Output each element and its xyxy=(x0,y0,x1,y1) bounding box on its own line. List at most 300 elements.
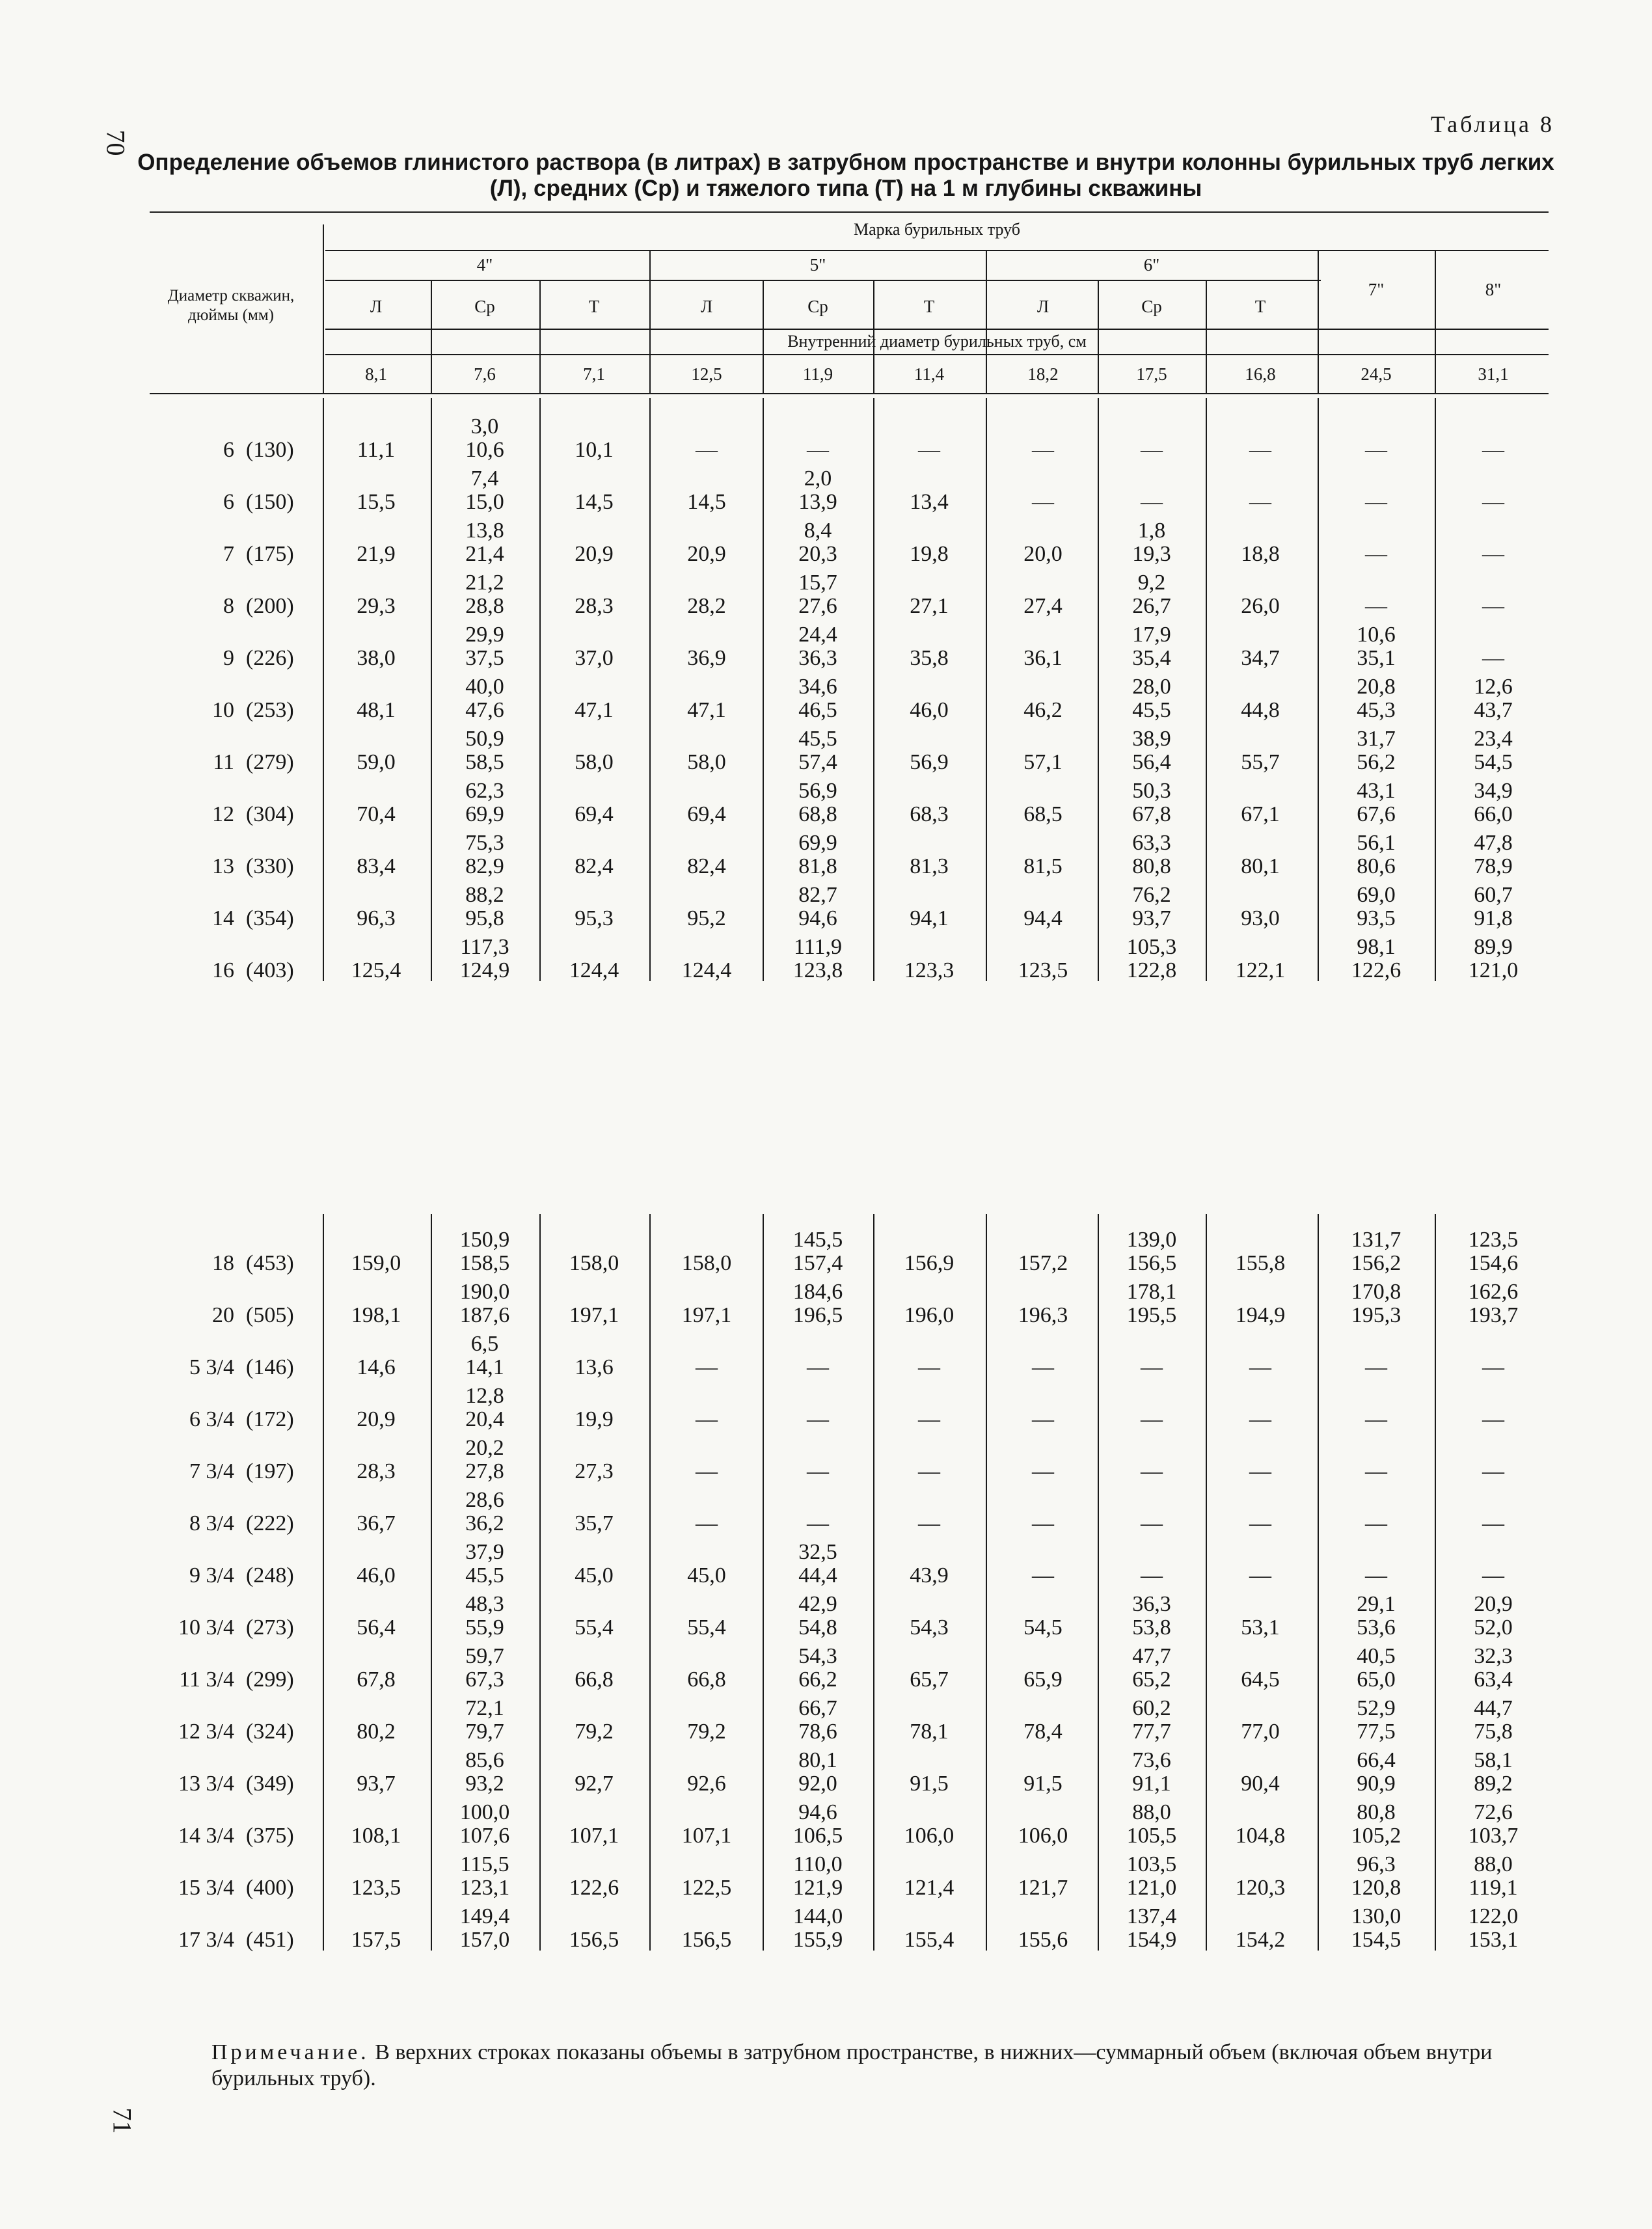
annulus-volume: 144,0 xyxy=(792,1904,843,1928)
table-cell xyxy=(327,491,425,514)
annulus-volume: 75,3 xyxy=(465,831,504,855)
table-cell xyxy=(436,936,534,982)
table-cell xyxy=(994,855,1092,878)
total-volume: 123,3 xyxy=(904,958,955,982)
table-cell xyxy=(1327,831,1425,878)
total-volume: 66,2 xyxy=(798,1668,837,1692)
table-cell xyxy=(1327,623,1425,670)
table-cell xyxy=(1327,1356,1425,1379)
table-cell xyxy=(327,699,425,722)
table-cell xyxy=(880,699,978,722)
row-label xyxy=(146,647,303,670)
row-label xyxy=(146,1252,303,1275)
total-volume: 80,2 xyxy=(357,1720,396,1744)
footnote-text: В верхних строках показаны объемы в затрубном пространстве, в нижних—суммарный объем (включая объем внутри бурильных труб). xyxy=(211,2040,1493,2090)
table-cell xyxy=(880,1616,978,1640)
annulus-volume: 56,9 xyxy=(798,779,837,803)
table-cell xyxy=(545,1564,643,1587)
total-volume: 93,5 xyxy=(1357,906,1396,930)
table-cell xyxy=(658,1356,755,1379)
table-cell xyxy=(436,1280,534,1327)
annulus-volume: 117,3 xyxy=(460,935,509,959)
total-volume: 27,1 xyxy=(910,594,949,618)
row-label xyxy=(146,1668,303,1692)
total-volume: — xyxy=(1482,1511,1504,1535)
total-volume: 193,7 xyxy=(1468,1303,1519,1327)
row-inch: 8 xyxy=(223,594,234,618)
total-volume: 19,3 xyxy=(1132,542,1171,566)
total-volume: 154,5 xyxy=(1351,1928,1401,1952)
total-volume: 81,5 xyxy=(1023,854,1063,878)
table-cell xyxy=(1327,1697,1425,1744)
total-volume: — xyxy=(1482,1459,1504,1483)
table-cell xyxy=(1327,1801,1425,1848)
table-cell xyxy=(1327,439,1425,462)
annulus-volume: 34,6 xyxy=(798,675,837,699)
total-volume: 20,9 xyxy=(687,542,726,566)
annulus-volume: 103,5 xyxy=(1126,1852,1177,1876)
row-label xyxy=(146,1876,303,1900)
table-cell xyxy=(658,543,755,566)
stub-separator xyxy=(323,224,324,394)
table-cell xyxy=(327,1720,425,1744)
total-volume: 11,1 xyxy=(357,438,396,462)
total-volume: 105,2 xyxy=(1351,1824,1401,1848)
table-cell xyxy=(436,1749,534,1796)
table-cell xyxy=(1327,1749,1425,1796)
total-volume: 92,0 xyxy=(798,1772,837,1796)
total-volume: 196,3 xyxy=(1018,1303,1068,1327)
table-cell xyxy=(327,1408,425,1431)
column-rule xyxy=(986,1214,987,1951)
table-cell xyxy=(880,647,978,670)
total-volume: 91,5 xyxy=(1023,1772,1063,1796)
total-volume: 123,5 xyxy=(1018,958,1068,982)
annulus-volume: 80,1 xyxy=(798,1748,837,1772)
total-volume: 67,1 xyxy=(1241,802,1280,826)
annulus-volume: 32,3 xyxy=(1474,1644,1513,1668)
row-inch: 15 3/4 xyxy=(178,1876,234,1900)
table-cell xyxy=(1212,959,1309,982)
row-label xyxy=(146,907,303,930)
annulus-volume: 162,6 xyxy=(1468,1280,1519,1304)
total-volume: 53,1 xyxy=(1241,1615,1280,1640)
total-volume: — xyxy=(1482,594,1504,618)
inner-diameter-5: 11,9 xyxy=(802,364,833,384)
table-cell xyxy=(1103,1228,1200,1275)
table-cell xyxy=(769,623,867,670)
column-rule xyxy=(649,250,651,393)
annulus-volume: 52,9 xyxy=(1357,1696,1396,1720)
annulus-volume: 28,0 xyxy=(1132,675,1171,699)
total-volume: 96,3 xyxy=(357,906,396,930)
row-inch: 14 3/4 xyxy=(178,1824,234,1848)
total-volume: 65,7 xyxy=(910,1668,949,1692)
group-header: Марка бурильных труб xyxy=(853,220,1021,239)
total-volume: — xyxy=(1249,490,1271,514)
row-inch: 12 xyxy=(212,802,234,826)
table-cell xyxy=(769,675,867,722)
table-cell xyxy=(1103,519,1200,566)
total-volume: — xyxy=(1365,542,1387,566)
table-cell xyxy=(880,1304,978,1327)
total-volume: 13,9 xyxy=(798,490,837,514)
column-rule xyxy=(1098,1214,1099,1951)
table-cell xyxy=(658,1304,755,1327)
total-volume: 80,8 xyxy=(1132,854,1171,878)
annulus-volume: 20,9 xyxy=(1474,1592,1513,1616)
table-cell xyxy=(1212,1720,1309,1744)
row-label xyxy=(146,1720,303,1744)
table-cell xyxy=(1103,727,1200,774)
table-cell xyxy=(1103,1801,1200,1848)
total-volume: 56,4 xyxy=(357,1615,396,1640)
table-cell xyxy=(1103,831,1200,878)
row-label xyxy=(146,595,303,618)
table-cell xyxy=(327,595,425,618)
total-volume: 66,0 xyxy=(1474,802,1513,826)
total-volume: 82,4 xyxy=(575,854,614,878)
table-cell xyxy=(769,1593,867,1640)
table-cell xyxy=(327,1824,425,1848)
annulus-volume: 131,7 xyxy=(1351,1228,1401,1252)
annulus-volume: 150,9 xyxy=(459,1228,510,1252)
table-cell xyxy=(880,751,978,774)
row-label xyxy=(146,1460,303,1483)
table-cell xyxy=(1212,1668,1309,1692)
column-rule xyxy=(431,1214,432,1951)
table-cell xyxy=(1212,751,1309,774)
column-rule xyxy=(1435,1214,1436,1951)
table-cell xyxy=(327,1564,425,1587)
table-cell xyxy=(436,1905,534,1952)
total-volume: 45,5 xyxy=(1132,698,1171,722)
total-volume: — xyxy=(1365,1459,1387,1483)
annulus-volume: 89,9 xyxy=(1474,935,1513,959)
table-cell xyxy=(994,491,1092,514)
column-rule xyxy=(986,398,987,981)
column-rule xyxy=(539,280,541,393)
total-volume: 81,3 xyxy=(910,854,949,878)
annulus-volume: 88,2 xyxy=(465,883,504,907)
annulus-volume: 110,0 xyxy=(793,1852,843,1876)
table-cell xyxy=(658,647,755,670)
total-volume: — xyxy=(1365,438,1387,462)
annulus-volume: 8,4 xyxy=(804,519,832,543)
size-2: 5" xyxy=(809,255,826,275)
annulus-volume: 20,2 xyxy=(465,1436,504,1460)
table-cell xyxy=(1103,1593,1200,1640)
total-volume: 18,8 xyxy=(1241,542,1280,566)
total-volume: — xyxy=(807,1511,829,1535)
annulus-volume: 12,8 xyxy=(465,1384,504,1408)
annulus-volume: 23,4 xyxy=(1474,727,1513,751)
annulus-volume: 184,6 xyxy=(792,1280,843,1304)
table-cell xyxy=(880,1720,978,1744)
inner-diameter-11: 31,1 xyxy=(1478,364,1509,384)
row-label xyxy=(146,699,303,722)
total-volume: 54,3 xyxy=(910,1615,949,1640)
total-volume: 159,0 xyxy=(351,1251,401,1275)
table-cell xyxy=(658,1564,755,1587)
table-cell xyxy=(1327,1853,1425,1900)
total-volume: 67,6 xyxy=(1357,802,1396,826)
type-6: Т xyxy=(923,297,935,316)
annulus-volume: 32,5 xyxy=(798,1540,837,1564)
table-cell xyxy=(327,1876,425,1900)
row-mm: (403) xyxy=(246,958,294,982)
total-volume: 155,9 xyxy=(792,1928,843,1952)
stub-rule xyxy=(323,398,324,981)
total-volume: 196,5 xyxy=(792,1303,843,1327)
table-cell xyxy=(880,1356,978,1379)
table-cell xyxy=(1327,1905,1425,1952)
total-volume: 124,4 xyxy=(569,958,619,982)
table-cell xyxy=(327,907,425,930)
table-cell xyxy=(327,855,425,878)
size-4: 7" xyxy=(1368,280,1385,299)
row-mm: (453) xyxy=(246,1251,294,1275)
inner-diameter-6: 11,4 xyxy=(914,364,945,384)
table-cell xyxy=(1327,1564,1425,1587)
total-volume: — xyxy=(807,1355,829,1379)
group-rule xyxy=(325,250,1549,251)
annulus-volume: 145,5 xyxy=(792,1228,843,1252)
table-cell xyxy=(880,543,978,566)
table-cell xyxy=(545,1304,643,1327)
annulus-volume: 96,3 xyxy=(1357,1852,1396,1876)
row-inch: 11 xyxy=(213,750,234,774)
table-cell xyxy=(994,1668,1092,1692)
table-cell xyxy=(327,959,425,982)
total-volume: — xyxy=(1032,1355,1054,1379)
total-volume: 79,2 xyxy=(575,1720,614,1744)
total-volume: 82,9 xyxy=(465,854,504,878)
total-volume: — xyxy=(1032,1511,1054,1535)
annulus-volume: 7,4 xyxy=(470,466,499,491)
table-cell xyxy=(880,1512,978,1535)
annulus-volume: 50,9 xyxy=(465,727,504,751)
annulus-volume: 62,3 xyxy=(465,779,504,803)
total-volume: 47,1 xyxy=(687,698,726,722)
table-cell xyxy=(545,855,643,878)
table-cell xyxy=(545,1824,643,1848)
row-mm: (226) xyxy=(246,646,294,670)
row-mm: (304) xyxy=(246,802,294,826)
total-volume: 13,4 xyxy=(910,490,949,514)
types-rule xyxy=(325,329,1549,330)
total-volume: 35,7 xyxy=(575,1511,614,1535)
row-mm: (375) xyxy=(246,1824,294,1848)
table-cell xyxy=(769,1460,867,1483)
annulus-volume: 123,5 xyxy=(1468,1228,1519,1252)
table-cell xyxy=(658,1512,755,1535)
table-cell xyxy=(1444,1905,1542,1952)
row-label xyxy=(146,959,303,982)
table-cell xyxy=(769,1541,867,1587)
column-rule xyxy=(431,398,432,981)
total-volume: 20,9 xyxy=(575,542,614,566)
total-volume: 122,1 xyxy=(1235,958,1286,982)
column-rule xyxy=(649,398,651,981)
total-volume: 91,1 xyxy=(1132,1772,1171,1796)
total-volume: 47,6 xyxy=(465,698,504,722)
table-cell xyxy=(1444,1408,1542,1431)
table-cell xyxy=(545,543,643,566)
subgroup-rule xyxy=(325,354,1549,355)
annulus-volume: 43,1 xyxy=(1357,779,1396,803)
total-volume: 10,6 xyxy=(465,438,504,462)
annulus-volume: 50,3 xyxy=(1132,779,1171,803)
table-cell xyxy=(1444,1356,1542,1379)
row-mm: (172) xyxy=(246,1407,294,1431)
annulus-volume: 105,3 xyxy=(1126,935,1177,959)
table-cell xyxy=(1212,1460,1309,1483)
type-2: Ср xyxy=(474,297,495,316)
table-cell xyxy=(1444,491,1542,514)
row-label xyxy=(146,1616,303,1640)
inner-diameter-3: 7,1 xyxy=(583,364,605,384)
annulus-volume: 178,1 xyxy=(1126,1280,1177,1304)
table-cell xyxy=(1444,1853,1542,1900)
total-volume: 107,1 xyxy=(681,1824,732,1848)
table-cell xyxy=(436,1697,534,1744)
total-volume: — xyxy=(696,1407,718,1431)
row-label xyxy=(146,1928,303,1952)
table-cell xyxy=(1103,779,1200,826)
total-volume: 20,3 xyxy=(798,542,837,566)
size-1: 4" xyxy=(476,255,493,275)
total-volume: — xyxy=(1482,1563,1504,1587)
table-cell xyxy=(436,415,534,462)
table-cell xyxy=(1212,491,1309,514)
annulus-volume: 56,1 xyxy=(1357,831,1396,855)
row-label xyxy=(146,1356,303,1379)
total-volume: 65,9 xyxy=(1023,1668,1063,1692)
annulus-volume: 36,3 xyxy=(1132,1592,1171,1616)
table-cell xyxy=(1444,675,1542,722)
total-volume: 66,8 xyxy=(575,1668,614,1692)
total-volume: 27,3 xyxy=(575,1459,614,1483)
total-volume: 69,9 xyxy=(465,802,504,826)
row-label xyxy=(146,1512,303,1535)
table-cell xyxy=(1103,1564,1200,1587)
inner-diameter-4: 12,5 xyxy=(691,364,722,384)
total-volume: — xyxy=(918,1355,940,1379)
total-volume: — xyxy=(1249,438,1271,462)
row-inch: 20 xyxy=(212,1303,234,1327)
annulus-volume: 130,0 xyxy=(1351,1904,1401,1928)
table-cell xyxy=(1444,779,1542,826)
total-volume: 154,9 xyxy=(1126,1928,1177,1952)
total-volume: — xyxy=(696,1511,718,1535)
row-inch: 13 3/4 xyxy=(178,1772,234,1796)
table-cell xyxy=(1444,1280,1542,1327)
total-volume: 21,4 xyxy=(465,542,504,566)
annulus-volume: 29,9 xyxy=(465,623,504,647)
table-cell xyxy=(1327,936,1425,982)
column-rule xyxy=(1435,398,1436,981)
total-volume: 89,2 xyxy=(1474,1772,1513,1796)
inner-diameter-9: 16,8 xyxy=(1245,364,1276,384)
annulus-volume: 69,9 xyxy=(798,831,837,855)
annulus-volume: 69,0 xyxy=(1357,883,1396,907)
total-volume: 46,5 xyxy=(798,698,837,722)
table-cell xyxy=(1103,1512,1200,1535)
total-volume: 66,8 xyxy=(687,1668,726,1692)
annulus-volume: 100,0 xyxy=(459,1800,510,1824)
total-volume: 93,7 xyxy=(357,1772,396,1796)
table-cell xyxy=(545,1252,643,1275)
column-rule xyxy=(1318,1214,1319,1951)
annulus-volume: 88,0 xyxy=(1474,1852,1513,1876)
total-volume: 55,4 xyxy=(575,1615,614,1640)
table-cell xyxy=(436,1593,534,1640)
table-cell xyxy=(1444,439,1542,462)
table-cell xyxy=(1444,647,1542,670)
annulus-volume: 13,8 xyxy=(465,519,504,543)
column-rule xyxy=(763,398,764,981)
total-volume: — xyxy=(1249,1511,1271,1535)
table-cell xyxy=(994,1460,1092,1483)
table-cell xyxy=(1327,1593,1425,1640)
column-rule xyxy=(1206,280,1207,393)
table-cell xyxy=(994,647,1092,670)
total-volume: 124,4 xyxy=(681,958,732,982)
total-volume: 59,0 xyxy=(357,750,396,774)
table-cell xyxy=(545,1460,643,1483)
table-cell xyxy=(1103,1697,1200,1744)
table-cell xyxy=(880,1564,978,1587)
total-volume: 58,0 xyxy=(687,750,726,774)
column-rule xyxy=(1098,398,1099,981)
total-volume: 122,5 xyxy=(681,1876,732,1900)
table-cell xyxy=(1103,884,1200,930)
total-volume: 69,4 xyxy=(575,802,614,826)
table-cell xyxy=(1212,907,1309,930)
annulus-volume: 73,6 xyxy=(1132,1748,1171,1772)
total-volume: 36,9 xyxy=(687,646,726,670)
total-volume: 26,0 xyxy=(1241,594,1280,618)
table-top-rule xyxy=(150,211,1549,213)
total-volume: 67,8 xyxy=(357,1668,396,1692)
row-inch: 6 3/4 xyxy=(189,1407,234,1431)
table-cell xyxy=(327,647,425,670)
table-cell xyxy=(658,1772,755,1796)
total-volume: 68,3 xyxy=(910,802,949,826)
total-volume: 197,1 xyxy=(681,1303,732,1327)
table-cell xyxy=(327,751,425,774)
table-cell xyxy=(1212,1512,1309,1535)
table-cell xyxy=(1327,727,1425,774)
table-cell xyxy=(1103,1749,1200,1796)
table-cell xyxy=(880,1460,978,1483)
total-volume: 120,8 xyxy=(1351,1876,1401,1900)
row-inch: 18 xyxy=(212,1251,234,1275)
table-cell xyxy=(436,571,534,618)
table-cell xyxy=(658,595,755,618)
table-cell xyxy=(1444,884,1542,930)
annulus-volume: 122,0 xyxy=(1468,1904,1519,1928)
row-inch: 6 xyxy=(223,438,234,462)
type-1: Л xyxy=(370,297,383,316)
table-cell xyxy=(658,1408,755,1431)
table-cell xyxy=(769,571,867,618)
total-volume: 198,1 xyxy=(351,1303,401,1327)
table-cell xyxy=(436,1489,534,1535)
annulus-volume: 82,7 xyxy=(798,883,837,907)
total-volume: 106,0 xyxy=(1018,1824,1068,1848)
